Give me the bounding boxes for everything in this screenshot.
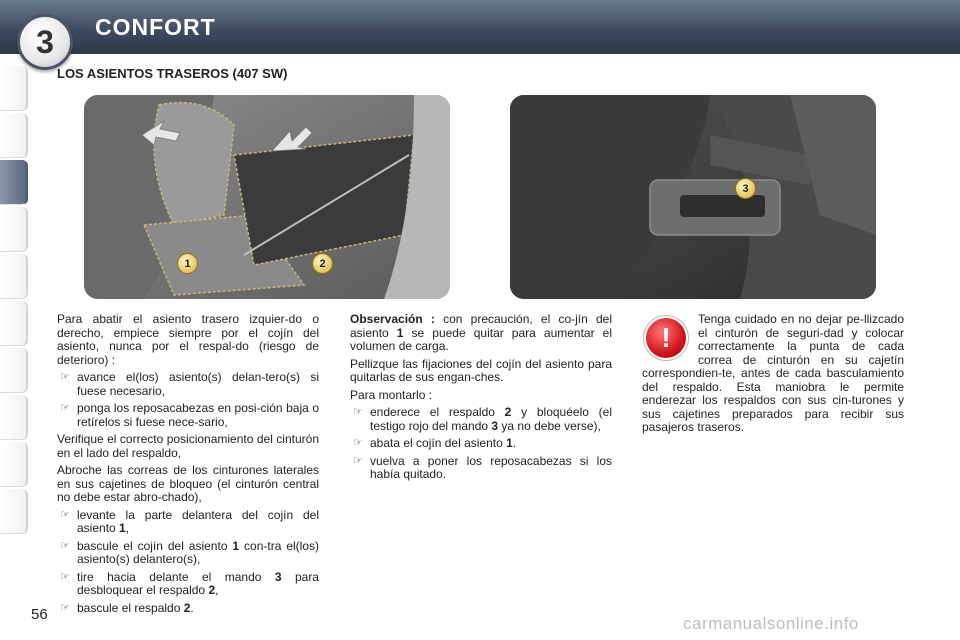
pointing-hand-icon: ☞ (60, 539, 70, 552)
side-tab[interactable] (0, 66, 28, 111)
refit-list (350, 406, 612, 482)
rear-seat-photo (84, 95, 450, 299)
side-tab[interactable] (0, 207, 28, 252)
text-column-3 (642, 313, 904, 439)
list-item: ☞ vuelva a poner los reposacabezas si los había quitado. (353, 453, 612, 481)
intro-paragraph: Para abatir el asiento trasero izquier-do o derecho, empiece siempre por el cojín del asiento, nunca por el respal-do (riesgo de deterioro) : (57, 312, 319, 367)
warning-exclamation-icon: ! (646, 318, 686, 358)
prep-list (57, 371, 319, 429)
pointing-hand-icon: ☞ (60, 402, 70, 414)
side-tab[interactable] (0, 113, 28, 158)
pointing-hand-icon: ☞ (60, 601, 70, 614)
side-tab[interactable] (0, 442, 28, 487)
list-item: ☞ bascule el cojín del asiento 1 con-tra el(los) asiento(s) delantero(s), (60, 538, 319, 566)
watermark: carmanualsonline.info (683, 614, 859, 633)
list-item: ☞ levante la parte delantera del cojín del asiento 1, (60, 507, 319, 535)
list-item: ☞ enderece el respaldo 2 y bloquéelo (el testigo rojo del mando 3 ya no debe verse), (353, 405, 612, 433)
side-tab-active[interactable] (0, 160, 28, 205)
label-1: 1 (177, 253, 198, 274)
pinch-paragraph: Pellizque las fijaciones del cojín del asiento para quitarlas de sus engan-ches. (350, 356, 612, 384)
warning-paragraph: Tenga cuidado en no dejar pe-llizcado el cinturón de seguri-dad y colocar correctamente la punta de cada correa de cinturón en su cajetín correspondien-te, antes de cada basculamiento del respaldo. Esta maniobra le permite enderezar los respaldos con sus cin-turones y sus cajetines preparados para recibir sus pasajeros traseros. (642, 312, 904, 434)
pointing-hand-icon: ☞ (60, 508, 70, 521)
label-3: 3 (735, 178, 756, 199)
side-tab[interactable] (0, 254, 28, 299)
side-tab[interactable] (0, 395, 28, 440)
pointing-hand-icon: ☞ (60, 371, 70, 383)
text-column-2 (350, 313, 612, 486)
refit-heading: Para montarlo : (350, 387, 433, 402)
pointing-hand-icon: ☞ (353, 437, 363, 449)
release-control-photo (510, 95, 876, 299)
text-column-1 (57, 313, 319, 619)
page-number: 56 (31, 606, 48, 623)
pointing-hand-icon: ☞ (60, 570, 70, 583)
steps-list (57, 509, 319, 616)
side-tab[interactable] (0, 301, 28, 346)
warning-box (642, 315, 690, 363)
side-tabs (0, 66, 34, 536)
chapter-title: CONFORT (95, 14, 216, 40)
label-2: 2 (312, 253, 333, 274)
side-tab[interactable] (0, 489, 28, 534)
list-item: ☞ bascule el respaldo 2. (60, 600, 194, 615)
buckle-paragraph: Abroche las correas de los cinturones laterales en sus cajetines de bloqueo (el cinturón central no debe estar abro-chado), (57, 463, 319, 504)
list-item: ☞ tire hacia delante el mando 3 para desbloquear el respaldo 2, (60, 569, 319, 597)
list-item: ☞ ponga los reposacabezas en posi-ción baja o retírelos si fuese nece-sario, (60, 401, 319, 429)
section-title: LOS ASIENTOS TRASEROS (407 SW) (57, 66, 288, 81)
side-tab[interactable] (0, 348, 28, 393)
check-belt-paragraph: Verifique el correcto posicionamiento del cinturón en el lado del respaldo, (57, 432, 319, 460)
pointing-hand-icon: ☞ (353, 454, 363, 467)
list-item: ☞ avance el(los) asiento(s) delan-tero(s) si fuese necesario, (60, 370, 319, 398)
list-item: ☞ abata el cojín del asiento 1. (353, 436, 517, 450)
observation-paragraph: Observación : con precaución, el co-jín del asiento 1 se puede quitar para aumentar el volumen de carga. (350, 312, 613, 353)
chapter-number: 3 (17, 14, 73, 70)
pointing-hand-icon: ☞ (353, 406, 363, 418)
